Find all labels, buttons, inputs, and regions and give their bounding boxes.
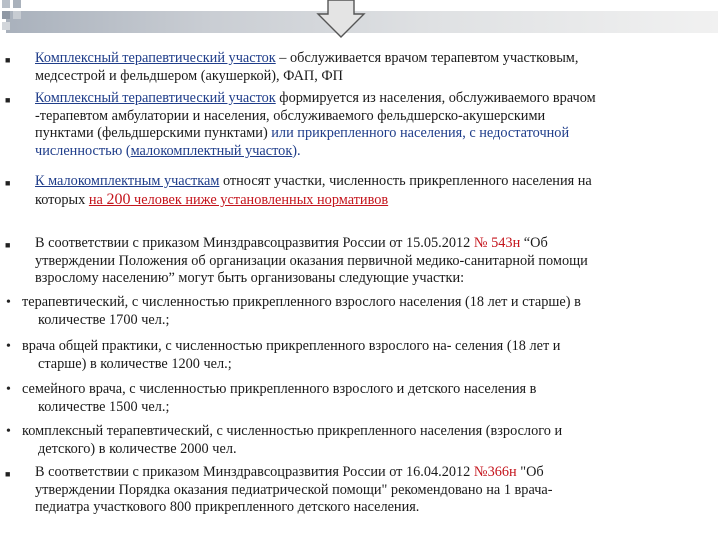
paragraph-5 (0, 464, 720, 522)
square-bullet-icon: ■ (5, 95, 11, 105)
list-item (0, 381, 720, 421)
text-line: утверждении Положения об организации оказания первичной медико-санитарной помощи (35, 252, 588, 269)
highlight-text: численностью ( (35, 143, 131, 160)
text-line: медсестрой и фельдшером (акушеркой), ФАП, ФП (35, 67, 343, 84)
red-highlight (89, 192, 388, 208)
text-span: – обслуживается врачом терапевтом участковым, (275, 50, 579, 66)
decor-square (2, 11, 10, 19)
dot-bullet-icon: • (6, 295, 11, 310)
item-line: семейного врача, с численностью прикрепленного взрослого и детского населения в (22, 381, 537, 397)
red-number: 200 (106, 190, 131, 208)
paragraph-2 (0, 90, 720, 165)
list-item (0, 294, 720, 334)
item-line: детского) в количестве 2000 чел. (38, 440, 237, 457)
text-span: В соответствии с приказом Минздравсоцразвития России от 16.04.2012 (35, 464, 474, 480)
square-bullet-icon: ■ (5, 55, 11, 65)
text-line: утверждении Порядка оказания педиатрической помощи" рекомендовано на 1 врача- (35, 481, 553, 498)
text-span: В соответствии с приказом Минздравсоцразвития России от 15.05.2012 (35, 235, 474, 251)
term-link: Комплексный терапевтический участок (35, 50, 276, 66)
order-number: №366н (473, 464, 517, 480)
red-text: человек ниже установленных нормативов (130, 191, 389, 208)
text-line: -терапевтом амбулатории и населения, обслуживаемого фельдшерско-акушерскими (35, 107, 546, 124)
order-number: № 543н (473, 235, 521, 251)
dot-bullet-icon: • (6, 339, 11, 354)
paragraph-3 (0, 173, 720, 213)
square-bullet-icon: ■ (5, 469, 11, 479)
text-span: которых (35, 191, 89, 208)
term-link: малокомплектный участок (130, 143, 293, 160)
highlight-text: или прикрепленного населения, с недостаточной (271, 125, 570, 142)
dot-bullet-icon: • (6, 424, 11, 439)
paragraph-1 (0, 50, 720, 90)
highlight-text: ). (292, 143, 301, 160)
item-line: терапевтический, с численностью прикрепленного взрослого населения (18 лет и старше) в (22, 294, 581, 310)
term-link: Комплексный терапевтический участок (35, 90, 276, 106)
decor-square (2, 0, 10, 8)
red-text: на (88, 191, 107, 208)
term-link: К малокомплектным участкам (35, 173, 220, 189)
item-line: количестве 1700 чел.; (38, 311, 170, 328)
item-line: количестве 1500 чел.; (38, 398, 170, 415)
text-span: пунктами (фельдшерскими пунктами) (35, 125, 272, 142)
text-span: “Об (520, 235, 548, 251)
list-item (0, 338, 720, 378)
paragraph-4 (0, 235, 720, 291)
item-line: комплексный терапевтический, с численностью прикрепленного населения (взрослого и (22, 423, 563, 439)
item-line: старше) в количестве 1200 чел.; (38, 355, 232, 372)
square-bullet-icon: ■ (5, 240, 11, 250)
text-span: формируется из населения, обслуживаемого врачом (275, 90, 596, 106)
item-line: врача общей практики, с численностью прикрепленного взрослого на- селения (18 лет и (22, 338, 561, 354)
text-span: "Об (516, 464, 544, 480)
list-item (0, 423, 720, 463)
text-span: относят участки, численность прикрепленного населения на (219, 173, 592, 189)
decor-square (2, 22, 10, 30)
dot-bullet-icon: • (6, 382, 11, 397)
text-line: педиатра участкового 800 прикрепленного детского населения. (35, 499, 420, 516)
text-line: взрослому населению” могут быть организованы следующие участки: (35, 270, 465, 287)
decor-square (13, 0, 21, 8)
down-arrow-icon (316, 0, 366, 38)
decor-square (13, 11, 21, 19)
square-bullet-icon: ■ (5, 178, 11, 188)
